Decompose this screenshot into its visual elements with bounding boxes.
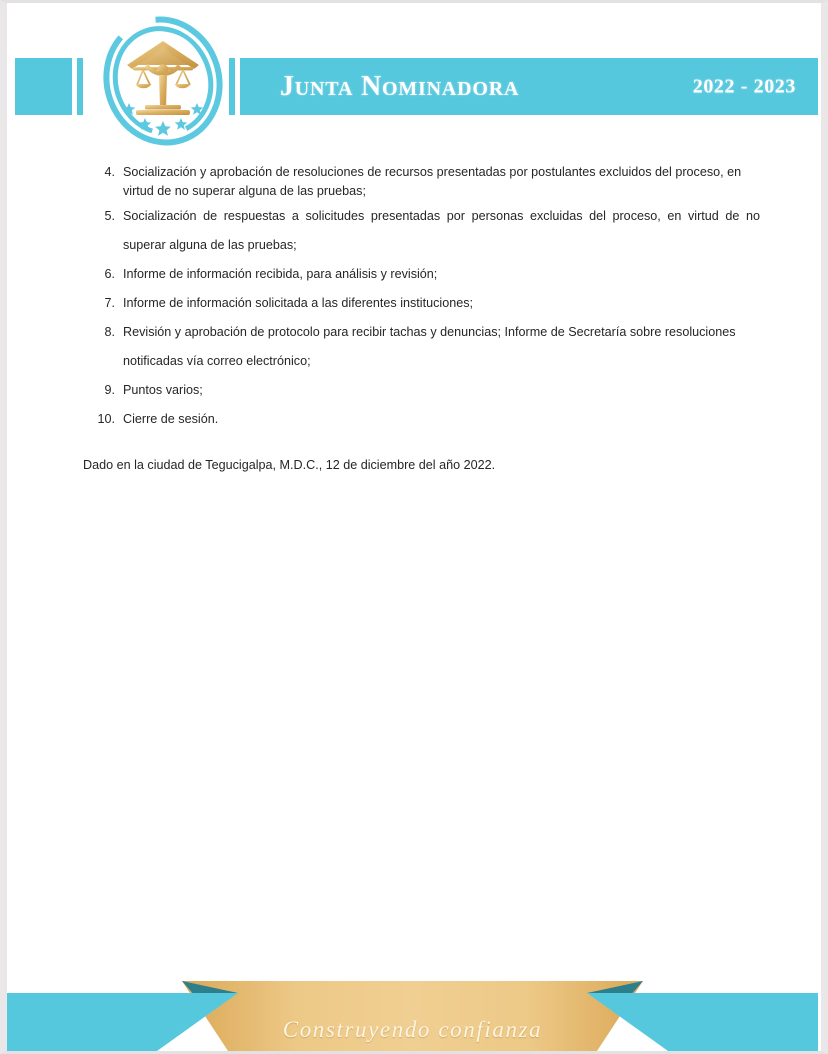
list-item-text: Cierre de sesión. — [123, 411, 219, 426]
list-item-number: 7. — [104, 296, 115, 311]
header-left-block — [15, 58, 72, 115]
list-item-text: Socialización y aprobación de resoluciones de recursos presentadas por postulantes excluidos del proceso, en virtud de no superar alguna de las pruebas; — [123, 165, 742, 199]
list-item-number: 10. — [97, 411, 115, 426]
list-item-number: 6. — [104, 267, 115, 282]
document-body — [7, 163, 818, 475]
list-item-text: Informe de información solicitada a las diferentes instituciones; — [123, 296, 474, 311]
header-years-label: 2022 - 2023 — [692, 75, 796, 97]
list-item-text: Socialización de respuestas a solicitudes presentadas por personas excluidas del proceso, en virtud de no superar alguna de las pruebas; — [123, 209, 760, 253]
scales-of-justice-emblem-icon — [93, 15, 233, 148]
list-item — [7, 405, 818, 434]
list-item — [7, 376, 818, 405]
list-item — [7, 260, 818, 289]
agenda-list — [7, 163, 818, 434]
list-item-text: Informe de información recibida, para análisis y revisión; — [123, 267, 438, 282]
list-item-number: 9. — [104, 383, 115, 397]
footer-motto: Construyendo confianza — [282, 1017, 543, 1042]
list-item-number: 4. — [104, 165, 115, 179]
header-left-stripe — [77, 58, 83, 115]
list-item-number: 8. — [104, 325, 115, 340]
list-item-text: Revisión y aprobación de protocolo para recibir tachas y denuncias; Informe de Secretaría sobre resoluciones notificadas vía correo electrónico; — [123, 325, 736, 369]
closing-statement: Dado en la ciudad de Tegucigalpa, M.D.C., 12 de diciembre del año 2022. — [83, 457, 496, 472]
list-item — [7, 289, 818, 318]
list-item-number: 5. — [104, 209, 115, 224]
document-footer — [7, 965, 818, 1051]
list-item — [7, 318, 818, 376]
header-title-bar — [240, 58, 818, 115]
list-item-text: Puntos varios; — [123, 383, 203, 397]
list-item — [7, 202, 818, 260]
page-title: Junta Nominadora — [280, 70, 520, 102]
list-item — [7, 163, 818, 201]
